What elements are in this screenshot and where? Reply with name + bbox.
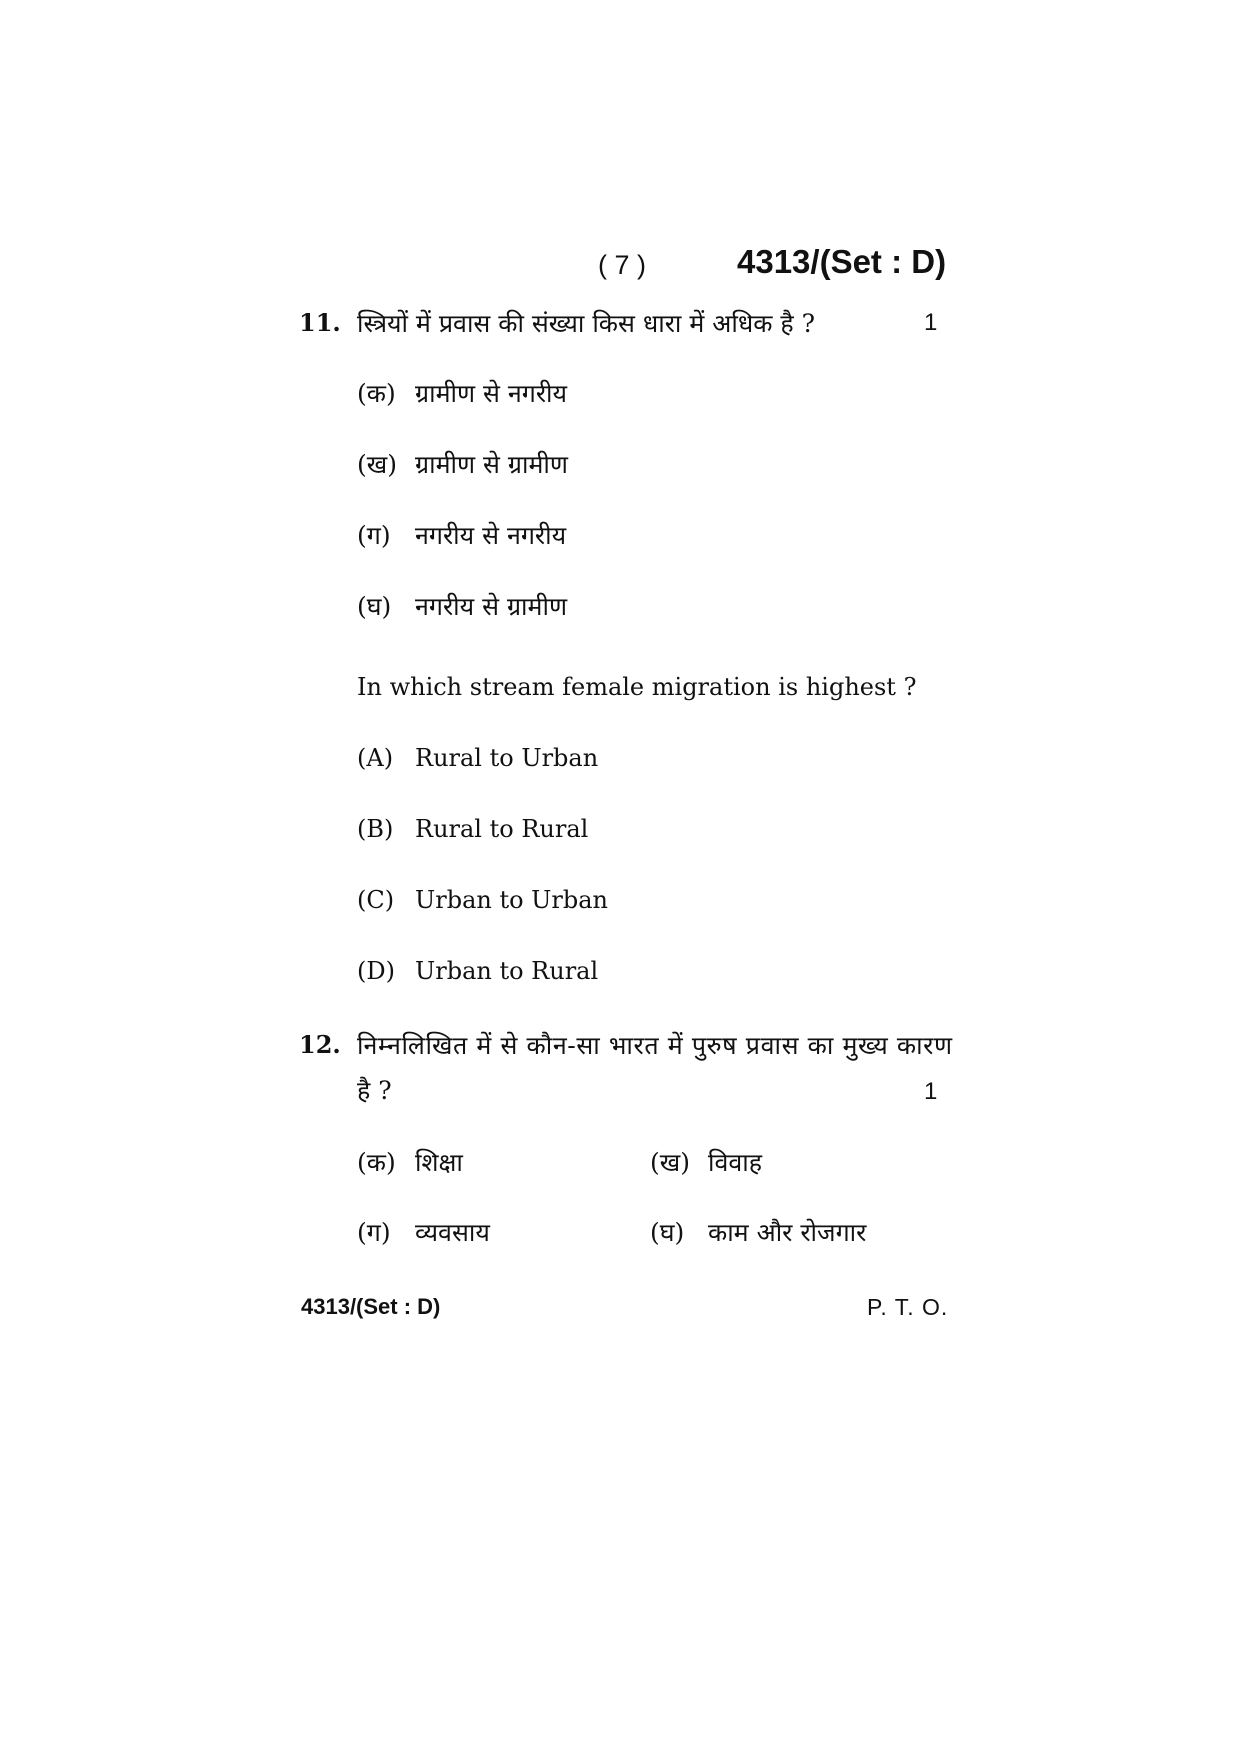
page-number: ( 7 ) (598, 250, 647, 280)
question-text-english: In which stream female migration is highest ? (357, 673, 917, 701)
option-text: विवाह (708, 1148, 763, 1177)
option-label: (C) (357, 886, 395, 914)
option-english (357, 744, 598, 772)
option-hindi (357, 1215, 490, 1249)
option-label: (D) (357, 957, 395, 985)
option-text: ग्रामीण से ग्रामीण (415, 450, 568, 479)
option-label: (क) (357, 379, 396, 408)
option-text: नगरीय से ग्रामीण (415, 592, 568, 621)
option-text: व्यवसाय (415, 1218, 490, 1247)
option-label: (A) (357, 744, 394, 772)
question-text-hindi: स्त्रियों में प्रवास की संख्या किस धारा में अधिक है ? (357, 309, 815, 338)
option-label: (ग) (357, 521, 391, 550)
option-label: (घ) (650, 1218, 685, 1247)
question-number: 11. (299, 308, 341, 337)
option-text: शिक्षा (415, 1148, 463, 1177)
option-label: (ख) (650, 1148, 690, 1177)
option-text: ग्रामीण से नगरीय (415, 379, 568, 408)
option-label: (क) (357, 1148, 396, 1177)
option-text: नगरीय से नगरीय (415, 521, 567, 550)
option-hindi (357, 589, 567, 623)
option-english (357, 957, 598, 985)
option-label: (घ) (357, 592, 392, 621)
option-hindi (357, 518, 566, 552)
option-text: Urban to Rural (415, 957, 599, 985)
option-english (357, 815, 588, 843)
question-marks: 1 (924, 1078, 938, 1105)
option-english (357, 886, 608, 914)
option-label: (ख) (357, 450, 397, 479)
question-text-hindi: है ? (357, 1076, 392, 1105)
option-hindi (357, 1145, 463, 1179)
option-hindi (357, 376, 567, 410)
option-label: (B) (357, 815, 394, 843)
footer-pto: P. T. O. (867, 1294, 949, 1320)
option-hindi (650, 1145, 762, 1179)
option-text: Rural to Urban (415, 744, 599, 772)
option-hindi (357, 447, 568, 481)
question-marks: 1 (924, 309, 938, 336)
option-text: Rural to Rural (415, 815, 589, 843)
paper-code: 4313/(Set : D) (737, 243, 947, 280)
question-number: 12. (299, 1030, 341, 1059)
question-text-hindi: निम्नलिखित में से कौन-सा भारत में पुरुष प्रवास का मुख्य कारण (357, 1031, 953, 1060)
option-text: काम और रोजगार (708, 1218, 867, 1247)
option-hindi (650, 1215, 866, 1249)
footer-paper-code: 4313/(Set : D) (301, 1294, 441, 1319)
option-text: Urban to Urban (415, 886, 609, 914)
option-label: (ग) (357, 1218, 391, 1247)
